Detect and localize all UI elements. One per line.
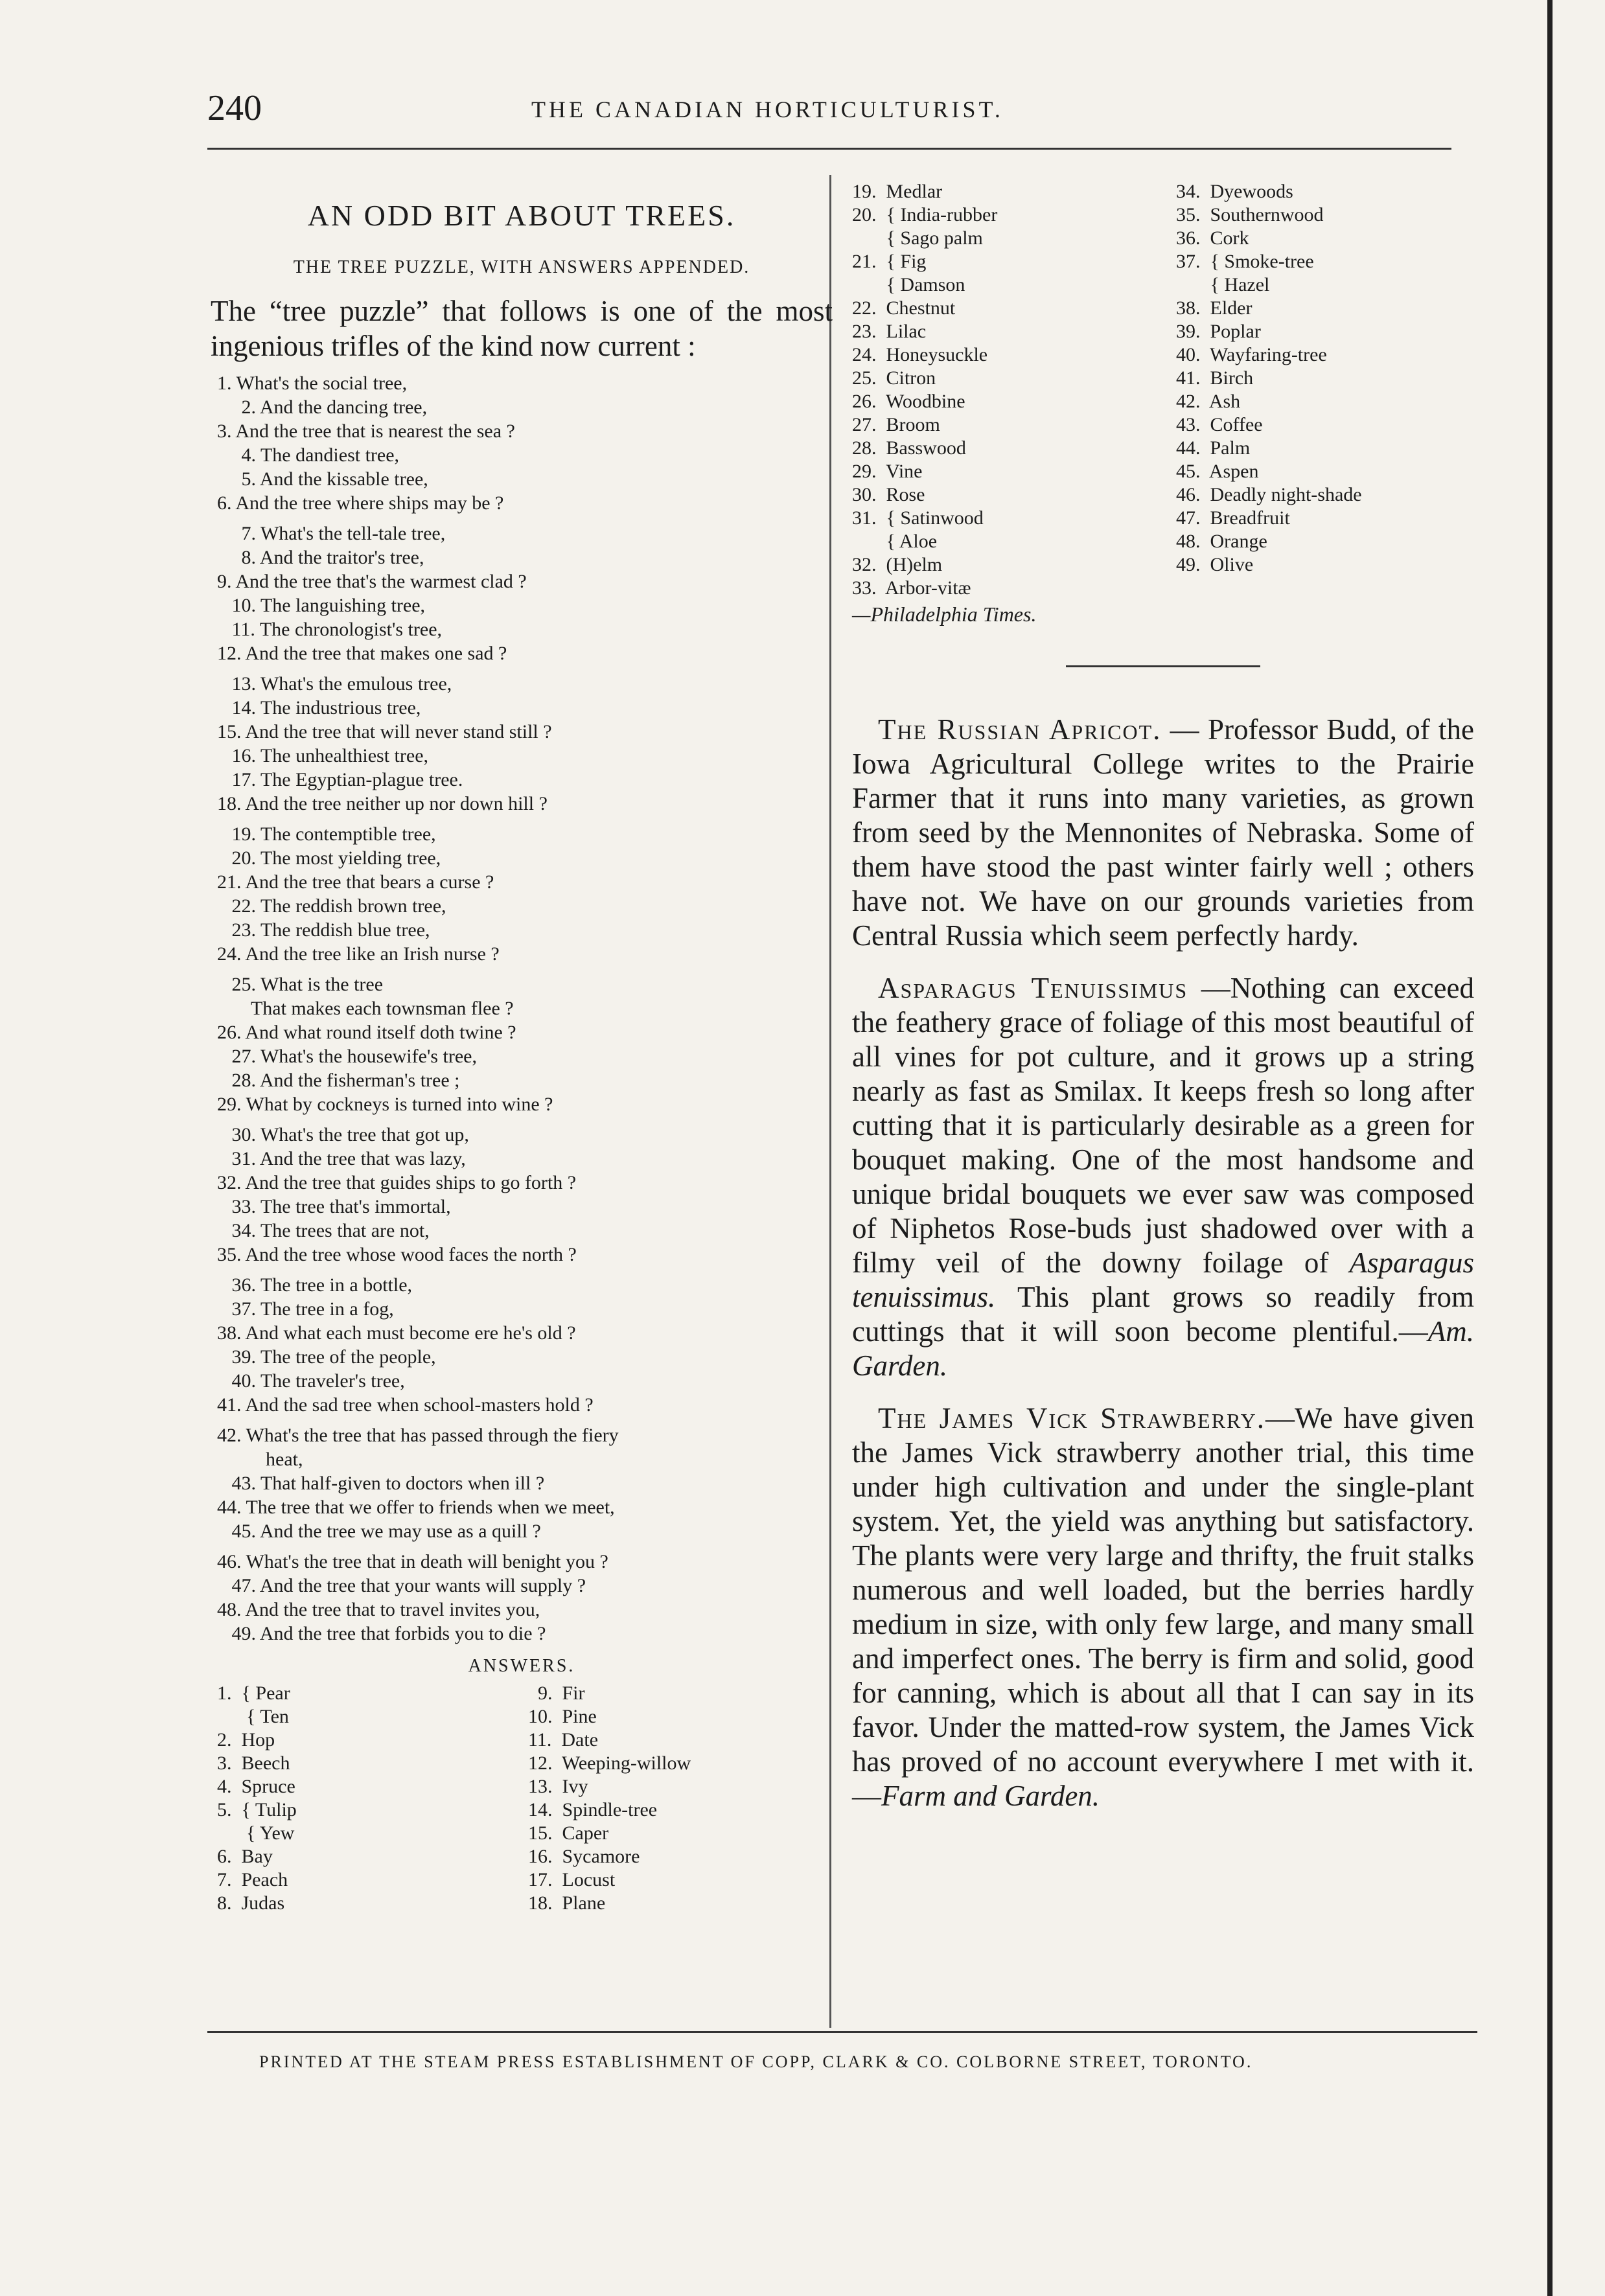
page-number: 240 [207,88,262,128]
right-column [852,180,1474,1831]
paragraph-heading: Asparagus Tenuissimus [878,972,1188,1004]
paragraph-body: — Professor Budd, of the Iowa Agricultural College writes to the Prairie Farmer that it runs into many varieties, as grown from seed by the Mennonites of Nebraska. Some of them have stood the past winter fairly well ; others have not. We have on our grounds varieties from Central Russia which seem perfectly hardy. [852,713,1474,952]
section-rule [1066,665,1260,667]
answers-list: 1. { Pear { Ten 2. Hop 3. Beech 4. Spruce 5. { Tulip { Yew 6. Bay 7. Peach 8. Judas [217,1682,297,1914]
puzzle-stanza: 19. The contemptible tree, 20. The most yielding tree, 21. And the tree that bears a curse ? 22. The reddish brown tree, 23. The reddish blue tree, 24. And the tree like an Irish nurse ? [217,823,500,965]
paragraph-russian-apricot [852,713,1474,953]
answers-list: 19. Medlar 20. { India-rubber { Sago palm 21. { Fig { Damson 22. Chestnut 23. Lilac 24. Honeysuckle 25. Citron 26. Woodbine 27. Broom 28. Basswood 29. Vine 30. Rose 31. { Satinwood { Aloe 32. (H)elm 33. Arbor-vitæ [852,181,998,599]
puzzle-stanza: 30. What's the tree that got up, 31. And the tree that was lazy, 32. And the tree that guides ships to go forth ? 33. The tree that's immortal, 34. The trees that are not, 35. And the tree whose wood faces the north ? [217,1124,577,1265]
paragraph-body: —Nothing can exceed the feathery grace of foliage of this most beautiful of all vines for pot culture, and it grows up a string nearly as fast as Smilax. It keeps fresh so long after cutting that it is particularly desirable as a green for bouquet making. One of the most handsome and unique bridal bouquets we ever saw was composed of Niphetos Rose-buds just shadowed over with a filmy veil of the downy foilage of [852,972,1474,1279]
puzzle-stanza: 1. What's the social tree, 2. And the dancing tree, 3. And the tree that is nearest the sea ? 4. The dandiest tree, 5. And the kissable tree, 6. And the tree where ships may be ? [217,373,515,514]
printer-imprint: PRINTED AT THE STEAM PRESS ESTABLISHMENT OF COPP, CLARK & CO. COLBORNE STREET, TORONTO. [259,2052,1253,2071]
answers-list: 9. Fir 10. Pine 11. Date 12. Weeping-willow 13. Ivy 14. Spindle-tree 15. Caper 16. Sycamore 17. Locust 18. Plane [528,1682,691,1914]
paragraph-heading: The James Vick Strawberry. [878,1402,1266,1434]
puzzle-stanza: 36. The tree in a bottle, 37. The tree in a fog, 38. And what each must become ere he's old ? 39. The tree of the people, 40. The traveler's tree, 41. And the sad tree when school-masters hold ? [217,1274,594,1416]
answers-list: 34. Dyewoods 35. Southernwood 36. Cork 37. { Smoke-tree { Hazel 38. Elder 39. Poplar 40. Wayfaring-tree 41. Birch 42. Ash 43. Coffee 44. Palm 45. Aspen 46. Deadly night-shade 47. Breadfruit 48. Orange 49. Olive [1176,181,1362,575]
puzzle-stanza: 25. What is the tree That makes each townsman flee ? 26. And what round itself doth twine ? 27. What's the housewife's tree, 28. And the fisherman's tree ; 29. What by cockneys is turned into wine ? [217,974,553,1115]
article-subtitle: THE TREE PUZZLE, WITH ANSWERS APPENDED. [293,257,750,277]
paragraph-source: Am. Garden. [852,1315,1474,1382]
article-intro: The “tree puzzle” that follows is one of the most ingenious trifles of the kind now current : [211,295,833,362]
running-title: THE CANADIAN HORTICULTURIST. [531,97,1004,122]
paragraph-asparagus [852,971,1474,1383]
paragraph-body: This plant grows so readily from cuttings that it will soon become plentiful.— [852,1281,1474,1348]
paragraph-body: —We have given the James Vick strawberry another trial, this time under high cultivation and under the single-plant system. Yet, the yield was anything but satisfactory. The plants were very large and thrifty, the fruit stalks numerous and well loaded, but the berries hardly medium in size, with only few large, and many small and imperfect ones. The berry is firm and solid, good for canning, which is about all that I can say in its favor. Under the matted-row system, the James Vick has proved of no account everywhere I met with it.— [852,1402,1474,1812]
puzzle-stanza: 46. What's the tree that in death will benight you ? 47. And the tree that your wants will supply ? 48. And the tree that to travel invites you, 49. And the tree that forbids you to die ? [217,1551,608,1644]
puzzle-stanza: 42. What's the tree that has passed through the fiery heat, 43. That half-given to doctors when ill ? 44. The tree that we offer to friends when we meet, 45. And the tree we may use as a quill ? [217,1425,619,1542]
footer-rule [207,2031,1477,2033]
paragraph-strawberry [852,1401,1474,1813]
puzzle-stanza: 7. What's the tell-tale tree, 8. And the traitor's tree, 9. And the tree that's the warmest clad ? 10. The languishing tree, 11. The chronologist's tree, 12. And the tree that makes one sad ? [217,523,527,664]
header-rule [207,148,1451,150]
left-column [211,180,833,1915]
answers-heading: ANSWERS. [468,1656,575,1676]
italic-plant-name: Asparagus tenuissimus. [852,1246,1474,1313]
answers-continued [852,180,1474,600]
article-source: —Philadelphia Times. [852,603,1037,626]
page-edge-bar [1547,0,1553,2296]
puzzle-stanza: 13. What's the emulous tree, 14. The industrious tree, 15. And the tree that will never stand still ? 16. The unhealthiest tree, 17. The Egyptian-plague tree. 18. And the tree neither up nor down hill ? [217,673,552,814]
paragraph-source: Farm and Garden. [881,1780,1100,1812]
article-title: AN ODD BIT ABOUT TREES. [307,199,736,232]
paragraph-heading: The Russian Apricot. [878,713,1162,746]
answers-block [211,1682,833,1915]
